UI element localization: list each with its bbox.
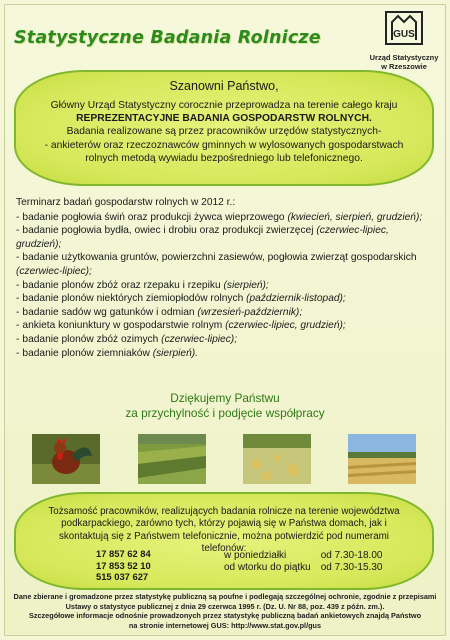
- survey-schedule: [16, 196, 436, 360]
- photo-strip: [0, 434, 450, 486]
- rooster-photo: [32, 434, 100, 484]
- org-name-line1: Urząd Statystyczny: [369, 53, 439, 62]
- hours-days: w poniedziałki: [224, 550, 287, 561]
- footer-line: na stronie internetowej GUS: http://www.stat.gov.pl/gus: [128, 620, 322, 630]
- hours-row: [224, 550, 392, 562]
- footer-line: Szczegółowe informacje odnośnie prowadzonych przez statystykę publiczną badań ankietowych znajdą Państwo: [28, 611, 422, 621]
- schedule-heading: Terminarz badań gospodarstw rolnych w 2012 r.:: [16, 197, 236, 208]
- item-period: (czerwiec-lipiec, grudzień);: [225, 320, 346, 332]
- phone-number: 17 853 52 10: [96, 559, 151, 571]
- hours-time: od 7.30-15.30: [320, 562, 383, 573]
- intro-line: - ankieterów oraz rzeczoznawców gminnych w wylosowanych gospodarstwach: [44, 139, 404, 151]
- item-period: (sierpień);: [223, 279, 269, 291]
- office-hours: [224, 550, 392, 574]
- item-text: badanie pogłowia świń oraz produkcji żywca wieprzowego: [22, 211, 285, 223]
- contact-text: Tożsamość pracowników, realizujących badania rolnicze na terenie województwa podkarpackiego, zarówno tych, którzy pojawią się w Państwa domach, jak i skontaktują się z Państwem telefonicznie, można potwierdzić pod numerami telefonów:: [48, 506, 400, 555]
- list-item: - badanie użytkowania gruntów, powierzchni zasiewów, pogłowia zwierząt gospodarskich (czerwiec-lipiec);: [16, 252, 417, 277]
- item-period: (kwiecień, sierpień, grudzień);: [287, 211, 423, 223]
- item-text: badanie plonów ziemniaków: [22, 347, 150, 359]
- phone-number: 17 857 62 84: [96, 548, 151, 559]
- item-period: (wrzesień-październik);: [197, 306, 303, 318]
- logo-lettering: GUS: [393, 29, 415, 40]
- phone-number: 515 037 627: [96, 571, 149, 583]
- footer-notice: [0, 592, 450, 630]
- item-period: (czerwiec-lipiec);: [16, 265, 92, 277]
- greeting: Szanowni Państwo,: [169, 79, 279, 93]
- item-text: badanie plonów zbóż ozimych: [22, 333, 159, 345]
- footer-line: Dane zbierane i gromadzone przez statystykę publiczną są poufne i podlegają szczególnej ochronie, zgodnie z przepisami: [13, 592, 437, 601]
- thanks-line2: za przychylność i podjęcie współpracy: [125, 406, 325, 420]
- item-period: (czerwiec-lipiec);: [161, 333, 238, 345]
- item-period: (czerwiec-lipiec, grudzień);: [16, 225, 389, 250]
- list-item: - badanie plonów ziemniaków (sierpień).: [16, 347, 198, 359]
- item-text: badanie plonów niektórych ziemiopłodów rolnych: [22, 293, 244, 305]
- org-logo: [366, 10, 442, 71]
- list-item: - badanie plonów zbóż ozimych (czerwiec-lipiec);: [16, 333, 238, 345]
- contact-panel: [14, 492, 434, 590]
- intro-line: Główny Urząd Statystyczny corocznie przeprowadza na terenie całego kraju: [50, 100, 398, 111]
- item-text: badanie sadów wg gatunków i odmian: [22, 306, 195, 318]
- item-period: (sierpień).: [152, 347, 198, 359]
- page-title: Statystyczne Badania Rolnicze: [14, 28, 321, 48]
- item-text: badanie pogłowia bydła, owiec i drobiu oraz produkcji zwierzęcej: [22, 225, 314, 237]
- item-text: ankieta koniunktury w gospodarstwie rolnym: [22, 320, 223, 332]
- item-period: (październik-listopad);: [246, 293, 346, 305]
- hay-bales-photo: [243, 434, 311, 484]
- list-item: - badanie pogłowia świń oraz produkcji żywca wieprzowego (kwiecień, sierpień, grudzień);: [16, 211, 423, 223]
- intro-line: rolnych metodą wywiadu bezpośredniego lub telefonicznego.: [85, 152, 363, 164]
- schedule-list: [16, 211, 436, 361]
- list-item: - badanie plonów niektórych ziemiopłodów rolnych (październik-listopad);: [16, 293, 346, 305]
- org-name-line2: w Rzeszowie: [381, 62, 427, 71]
- item-text: badanie plonów zbóż oraz rzepaku i rzepiku: [22, 279, 221, 291]
- intro-text: [16, 99, 432, 165]
- footer-line: Ustawy o statystyce publicznej z dnia 29 czerwca 1995 r. (Dz. U. Nr 88, poz. 439 z późn. zm.).: [65, 601, 385, 611]
- hours-row: [224, 562, 392, 574]
- list-item: - badanie sadów wg gatunków i odmian (wrzesień-październik);: [16, 306, 303, 318]
- gus-logo-icon: [384, 10, 424, 46]
- field-photo: [138, 434, 206, 484]
- intro-panel: [14, 70, 434, 186]
- phone-numbers: [96, 548, 151, 583]
- list-item: - ankieta koniunktury w gospodarstwie rolnym (czerwiec-lipiec, grudzień);: [16, 320, 346, 332]
- intro-line-bold: REPREZENTACYJNE BADANIA GOSPODARSTW ROLNYCH.: [76, 113, 372, 125]
- harvest-photo: [348, 434, 416, 484]
- item-text: badanie użytkowania gruntów, powierzchni zasiewów, pogłowia zwierząt gospodarskich: [22, 252, 417, 264]
- list-item: - badanie plonów zbóż oraz rzepaku i rzepiku (sierpień);: [16, 279, 269, 291]
- hours-time: od 7.30-18.00: [320, 550, 383, 561]
- thank-you-message: [0, 391, 450, 421]
- hours-days: od wtorku do piątku: [224, 562, 311, 573]
- thanks-line1: Dziękujemy Państwu: [170, 391, 280, 405]
- list-item: - badanie pogłowia bydła, owiec i drobiu oraz produkcji zwierzęcej (czerwiec-lipiec, grudzień);: [16, 225, 389, 250]
- intro-line: Badania realizowane są przez pracowników urzędów statystycznych-: [66, 126, 382, 138]
